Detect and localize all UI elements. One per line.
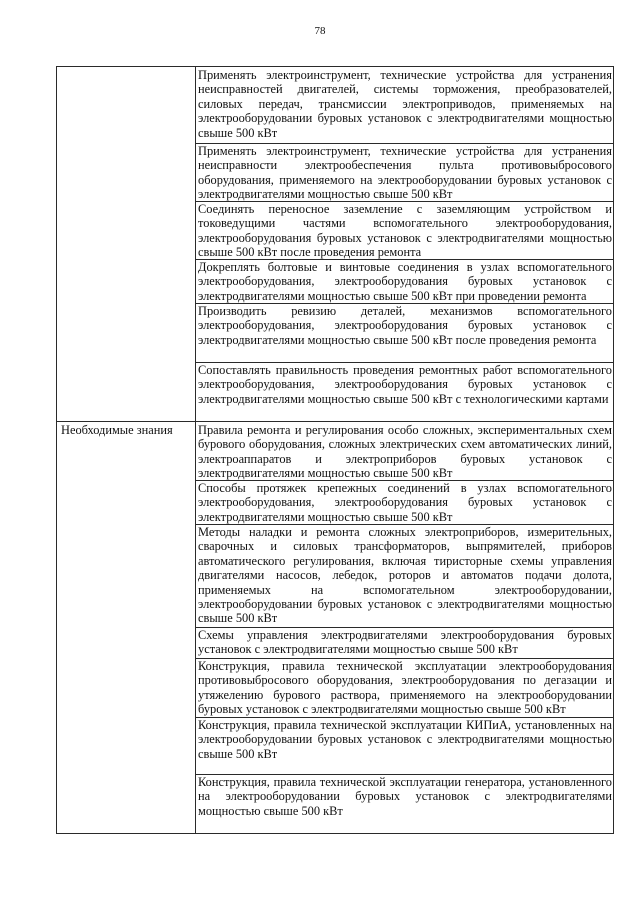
knowledge-category-label: Необходимые знания <box>61 423 173 437</box>
table-row-knowledge: Правила ремонта и регулирования особо сложных, экспериментальных схем бурового оборудования, сложных электрических схем автоматических линий, электроаппаратов и электроприборов буровых установок с электродвигателями мощностью свыше 500 кВт <box>198 423 612 480</box>
table-row-action: Производить ревизию деталей, механизмов вспомогательного электрооборудования, электрооборудования буровых установок с электродвигателями мощностью свыше 500 кВт после проведения ремонта <box>198 304 612 347</box>
table-bottom-border <box>56 833 614 834</box>
table-left-border <box>56 66 57 834</box>
table-row-knowledge: Конструкция, правила технической эксплуатации генератора, установленного на электрооборудовании буровых установок с электродвигателями мощностью свыше 500 кВт <box>198 775 612 818</box>
table-row-action: Соединять переносное заземление с заземляющим устройством и токоведущими частями вспомогательного электрооборудования, электрооборудования буровых установок с электродвигателями мощностью свыше 500 кВт после проведения ремонта <box>198 202 612 259</box>
table-row-knowledge: Схемы управления электродвигателями электрооборудования буровых установок с электродвигателями мощностью свыше 500 кВт <box>198 628 612 657</box>
competency-table <box>56 66 614 834</box>
table-row-knowledge: Конструкция, правила технической эксплуатации КИПиА, установленных на электрооборудовании буровых установок с электродвигателями мощностью свыше 500 кВт <box>198 718 612 761</box>
table-row-action: Применять электроинструмент, технические устройства для устранения неисправностей двигателей, системы торможения, преобразователей, силовых передач, трансмиссии электроприводов, применяемых на электрооборудовании буровых установок с электродвигателями мощностью свыше 500 кВт <box>198 68 612 140</box>
table-row-knowledge: Способы протяжек крепежных соединений в узлах вспомогательного электрооборудования, электрооборудования буровых установок с электродвигателями мощностью свыше 500 кВт <box>198 481 612 524</box>
table-row-knowledge: Конструкция, правила технической эксплуатации электрооборудования противовыбросового оборудования, электрооборудования по дегазации и утяжелению бурового раствора, применяемого на электрооборудовании буровых установок с электродвигателями мощностью свыше 500 кВт <box>198 659 612 717</box>
table-row-action: Применять электроинструмент, технические устройства для устранения неисправности электрообеспечения пульта противовыбросового оборудования, применяемого на электрооборудовании буровых установок с электродвигателями мощностью свыше 500 кВт <box>198 144 612 201</box>
table-top-border <box>56 66 614 67</box>
table-section-divider <box>56 421 614 422</box>
page-number: 78 <box>314 25 326 37</box>
table-row-knowledge: Методы наладки и ремонта сложных электроприборов, измерительных, сварочных и силовых трансформаторов, выпрямителей, приборов автоматического регулирования, включая тиристорные схемы управления двигателями насосов, лебедок, роторов и автоматов подачи долота, применяемых на вспомогательном электрооборудовании, электрооборудовании буровых установок с электродвигателями мощностью свыше 500 кВт <box>198 525 612 626</box>
table-row-action: Докреплять болтовые и винтовые соединения в узлах вспомогательного электрооборудования, электрооборудования буровых установок с электродвигателями мощностью свыше 500 кВт при проведении ремонта <box>198 260 612 303</box>
table-row-action: Сопоставлять правильность проведения ремонтных работ вспомогательного электрооборудования, электрооборудования буровых установок с электродвигателями мощностью свыше 500 кВт с технологическими картами <box>198 363 612 406</box>
